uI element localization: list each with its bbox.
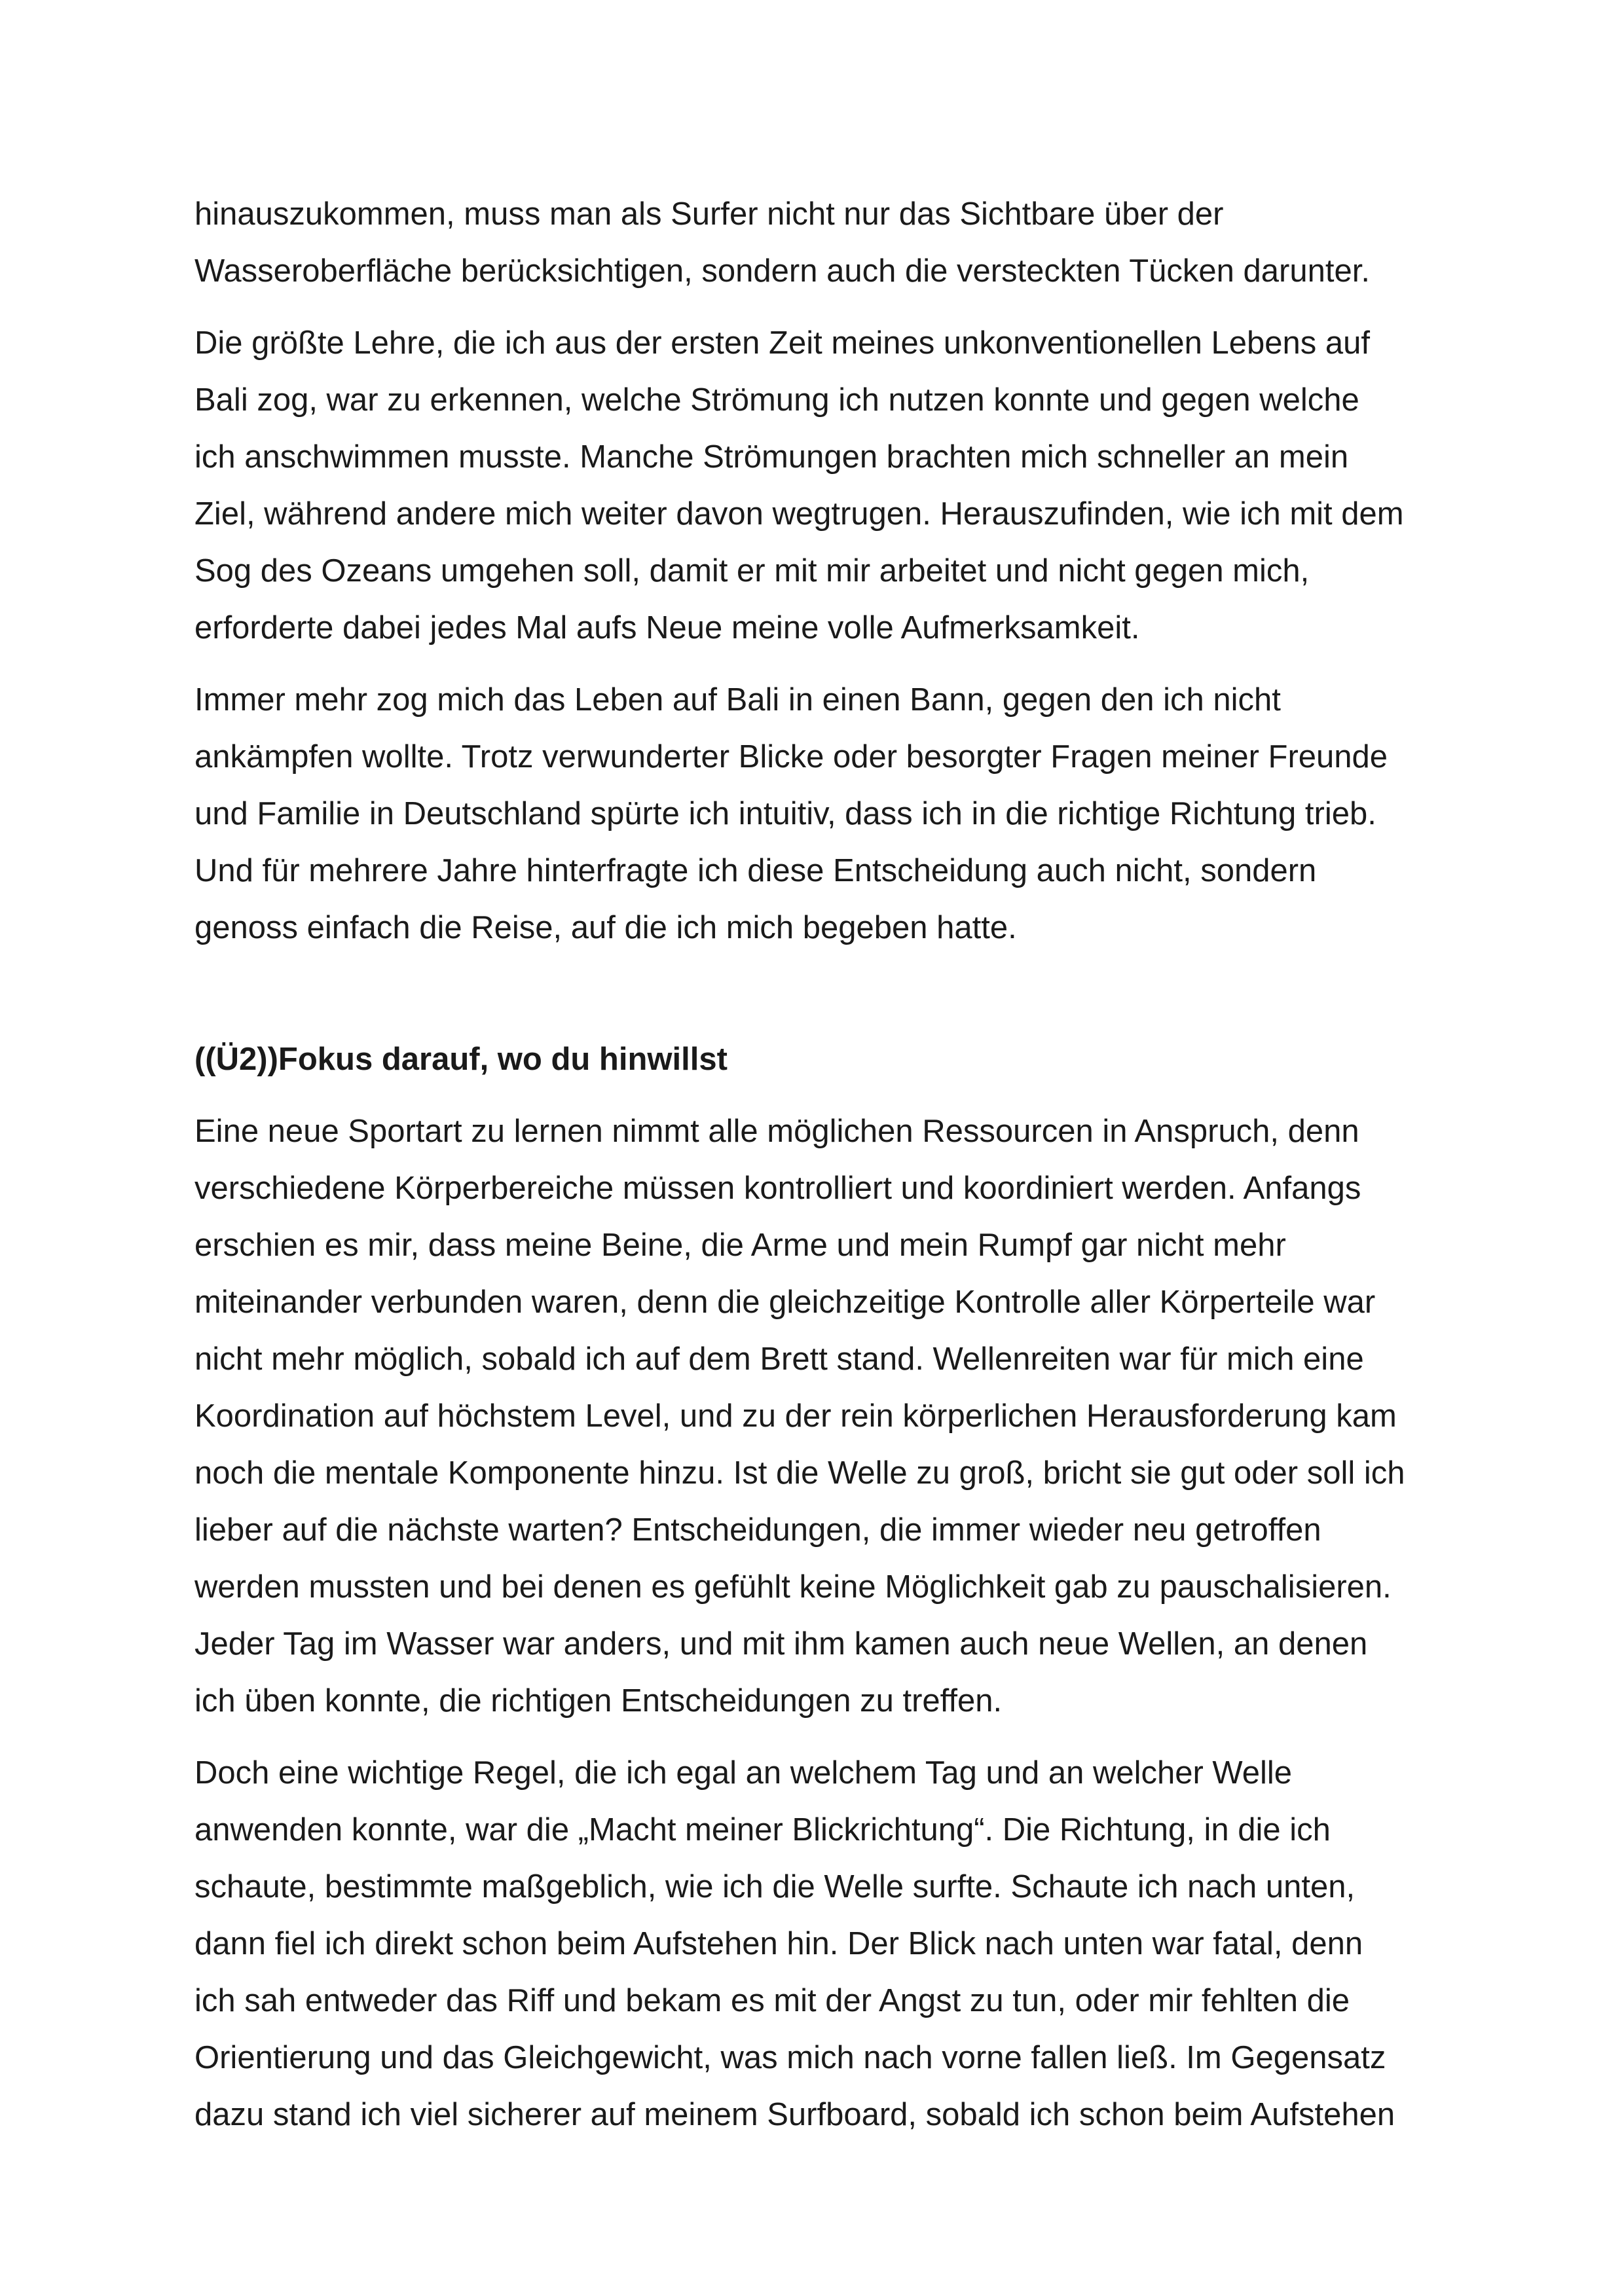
- text-line: Immer mehr zog mich das Leben auf Bali in einen Bann, gegen den ich nicht: [194, 682, 1281, 718]
- text-line: Sog des Ozeans umgehen soll, damit er mit mir arbeitet und nicht gegen mich,: [194, 553, 1310, 589]
- paragraph-1: [194, 186, 1452, 300]
- text-line: erschien es mir, dass meine Beine, die Arme und mein Rumpf gar nicht mehr: [194, 1228, 1286, 1263]
- paragraph-3: [194, 672, 1452, 957]
- text-line: nicht mehr möglich, sobald ich auf dem Brett stand. Wellenreiten war für mich eine: [194, 1341, 1364, 1377]
- paragraph-4: [194, 1103, 1452, 1730]
- text-line: genoss einfach die Reise, auf die ich mich begeben hatte.: [194, 910, 1017, 945]
- text-line: ich üben konnte, die richtigen Entscheidungen zu treffen.: [194, 1683, 1003, 1719]
- text-line: erforderte dabei jedes Mal aufs Neue meine volle Aufmerksamkeit.: [194, 610, 1140, 646]
- text-line: hinauszukommen, muss man als Surfer nicht nur das Sichtbare über der: [194, 196, 1224, 232]
- paragraph-5: [194, 1745, 1452, 2143]
- text-line: Orientierung und das Gleichgewicht, was mich nach vorne fallen ließ. Im Gegensatz: [194, 2040, 1386, 2075]
- paragraph-2: [194, 315, 1452, 657]
- text-line: Wasseroberfläche berücksichtigen, sondern auch die versteckten Tücken darunter.: [194, 253, 1370, 289]
- heading-line: ((Ü2))Fokus darauf, wo du hinwillst: [194, 1042, 728, 1077]
- section-heading: [194, 1031, 1452, 1088]
- text-line: werden mussten und bei denen es gefühlt keine Möglichkeit gab zu pauschalisieren.: [194, 1569, 1392, 1605]
- text-line: Die größte Lehre, die ich aus der ersten Zeit meines unkonventionellen Lebens auf: [194, 325, 1371, 361]
- text-line: Eine neue Sportart zu lernen nimmt alle möglichen Ressourcen in Anspruch, denn: [194, 1114, 1359, 1149]
- text-line: Koordination auf höchstem Level, und zu der rein körperlichen Herausforderung kam: [194, 1398, 1397, 1434]
- text-line: miteinander verbunden waren, denn die gleichzeitige Kontrolle aller Körperteile war: [194, 1285, 1376, 1320]
- text-line: schaute, bestimmte maßgeblich, wie ich die Welle surfte. Schaute ich nach unten,: [194, 1869, 1356, 1904]
- text-line: Doch eine wichtige Regel, die ich egal an welchem Tag und an welcher Welle: [194, 1755, 1293, 1791]
- document-body: [194, 186, 1452, 2143]
- text-line: verschiedene Körperbereiche müssen kontrolliert und koordiniert werden. Anfangs: [194, 1171, 1361, 1206]
- text-line: ich sah entweder das Riff und bekam es mit der Angst zu tun, oder mir fehlten die: [194, 1983, 1350, 2018]
- text-line: Bali zog, war zu erkennen, welche Strömung ich nutzen konnte und gegen welche: [194, 382, 1359, 418]
- text-line: dazu stand ich viel sicherer auf meinem Surfboard, sobald ich schon beim Aufstehen: [194, 2097, 1395, 2132]
- text-line: lieber auf die nächste warten? Entscheidungen, die immer wieder neu getroffen: [194, 1512, 1321, 1548]
- text-line: noch die mentale Komponente hinzu. Ist die Welle zu groß, bricht sie gut oder soll ich: [194, 1455, 1405, 1491]
- text-line: Und für mehrere Jahre hinterfragte ich diese Entscheidung auch nicht, sondern: [194, 853, 1317, 888]
- text-line: Ziel, während andere mich weiter davon wegtrugen. Herauszufinden, wie ich mit dem: [194, 496, 1404, 532]
- text-line: ankämpfen wollte. Trotz verwunderter Blicke oder besorgter Fragen meiner Freunde: [194, 739, 1388, 774]
- text-line: dann fiel ich direkt schon beim Aufstehen hin. Der Blick nach unten war fatal, denn: [194, 1926, 1363, 1961]
- text-line: Jeder Tag im Wasser war anders, und mit ihm kamen auch neue Wellen, an denen: [194, 1626, 1368, 1662]
- text-line: und Familie in Deutschland spürte ich intuitiv, dass ich in die richtige Richtung trieb.: [194, 796, 1376, 831]
- text-line: anwenden konnte, war die „Macht meiner Blickrichtung“. Die Richtung, in die ich: [194, 1812, 1331, 1848]
- text-line: ich anschwimmen musste. Manche Strömungen brachten mich schneller an mein: [194, 439, 1349, 475]
